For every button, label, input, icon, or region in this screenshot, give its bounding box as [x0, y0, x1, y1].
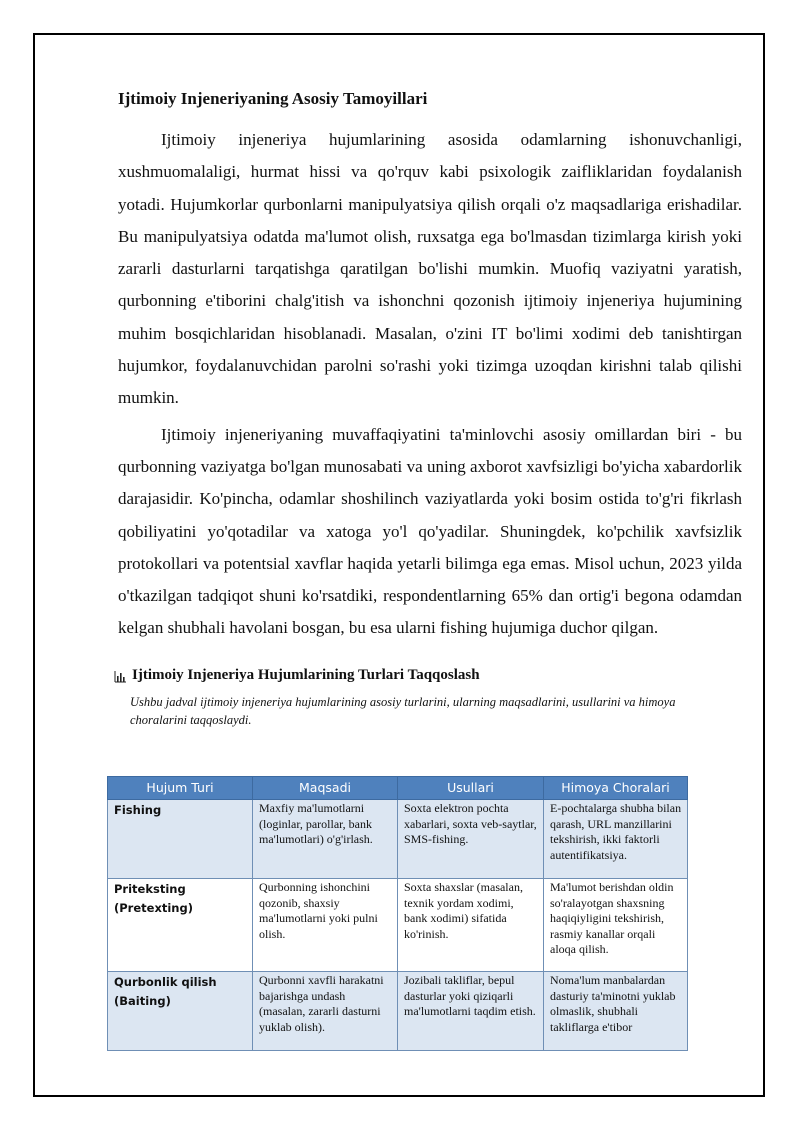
attack-type-cell: Fishing — [108, 800, 253, 879]
table-heading-text: Ijtimoiy Injeneriya Hujumlarining Turlari Taqqoslash — [132, 666, 480, 683]
table-heading — [114, 665, 742, 685]
column-header: Himoya Choralari — [544, 777, 688, 800]
methods-cell: Soxta elektron pochta xabarlari, soxta veb-saytlar, SMS-fishing. — [398, 800, 544, 879]
goal-cell: Maxfiy ma'lumotlarni (loginlar, parollar, bank ma'lumotlari) o'g'irlash. — [253, 800, 398, 879]
document-title: Ijtimoiy Injeneriyaning Asosiy Tamoyillari — [118, 89, 428, 108]
column-header: Maqsadi — [253, 777, 398, 800]
table-caption: Ushbu jadval ijtimoiy injeneriya hujumlarining asosiy turlarini, ularning maqsadlarini, usullarini va himoya choralarini taqqoslaydi. — [130, 694, 676, 727]
methods-cell: Jozibali takliflar, bepul dasturlar yoki qiziqarli ma'lumotlarni taqdim etish. — [398, 972, 544, 1051]
attack-type-cell: Priteksting (Pretexting) — [108, 879, 253, 972]
methods-cell: Soxta shaxslar (masalan, texnik yordam xodimi, bank xodimi) sifatida ko'rinish. — [398, 879, 544, 972]
table-row — [108, 800, 688, 879]
table-row — [108, 972, 688, 1051]
paragraph-1: Ijtimoiy injeneriya hujumlarining asosida odamlarning ishonuvchanligi, xushmuomalaligi, hurmat hissi va qo'rquv kabi psixologik zaifliklaridan foydalanish yotadi. Hujumkorlar qurbonlarni manipulyatsiya qilish orqali o'z maqsadlariga erishadilar. Bu manipulyatsiya odatda ma'lumot olish, ruxsatga ega bo'lmasdan tizimlarga kirish yoki zararli dasturlarni tarqatishga qaratilgan bo'lishi mumkin. Muofiq vaziyatni yaratish, qurbonning e'tiborini chalg'itish va ishonchni qozonish ijtimoiy injeneriya hujumining muhim bosqichlaridan hisoblanadi. Masalan, o'zini IT bo'limi xodimi deb tanishtirgan hujumkor, foydalanuvchidan parolni so'rashi yoki tizimga uzoqdan kirishni talab qilishi mumkin. — [118, 130, 742, 408]
goal-cell: Qurbonning ishonchini qozonib, shaxsiy ma'lumotlarni yoki pulni olish. — [253, 879, 398, 972]
bar-chart-icon — [114, 669, 126, 681]
attack-types-table — [107, 776, 688, 1051]
table-header-row — [108, 777, 688, 800]
attack-type-cell: Qurbonlik qilish (Baiting) — [108, 972, 253, 1051]
protection-cell: E-pochtalarga shubha bilan qarash, URL manzillarini tekshirish, ikki faktorli autentifikatsiya. — [544, 800, 688, 879]
document-body — [118, 86, 742, 729]
protection-cell: Noma'lum manbalardan dasturiy ta'minotni yuklab olmaslik, shubhali takliflarga e'tibor — [544, 972, 688, 1051]
paragraph-2: Ijtimoiy injeneriyaning muvaffaqiyatini ta'minlovchi asosiy omillardan biri - bu qurbonning vaziyatga bo'lgan munosabati va uning axborot xavfsizligi bo'yicha xabardorlik darajasidir. Ko'pincha, odamlar shoshilinch vaziyatlarda yoki bosim ostida to'g'ri fikrlash qobiliyatini yo'qotadilar va xatoga yo'l qo'yadilar. Shuningdek, ko'pchilik xavfsizlik protokollari va potentsial xavflar haqida yetarli bilimga ega emas. Misol uchun, 2023 yilda o'tkazilgan tadqiqot shuni ko'rsatdiki, respondentlarning 65% dan ortig'i begona odamdan kelgan shubhali havolani bosgan, bu esa ularni fishing hujumiga duchor qilgan. — [118, 424, 742, 638]
table-row — [108, 879, 688, 972]
protection-cell: Ma'lumot berishdan oldin so'ralayotgan shaxsning haqiqiyligini tekshirish, rasmiy kanallar orqali aloqa qilish. — [544, 879, 688, 972]
goal-cell: Qurbonni xavfli harakatni bajarishga undash (masalan, zararli dasturni yuklab olish). — [253, 972, 398, 1051]
column-header: Hujum Turi — [108, 777, 253, 800]
column-header: Usullari — [398, 777, 544, 800]
